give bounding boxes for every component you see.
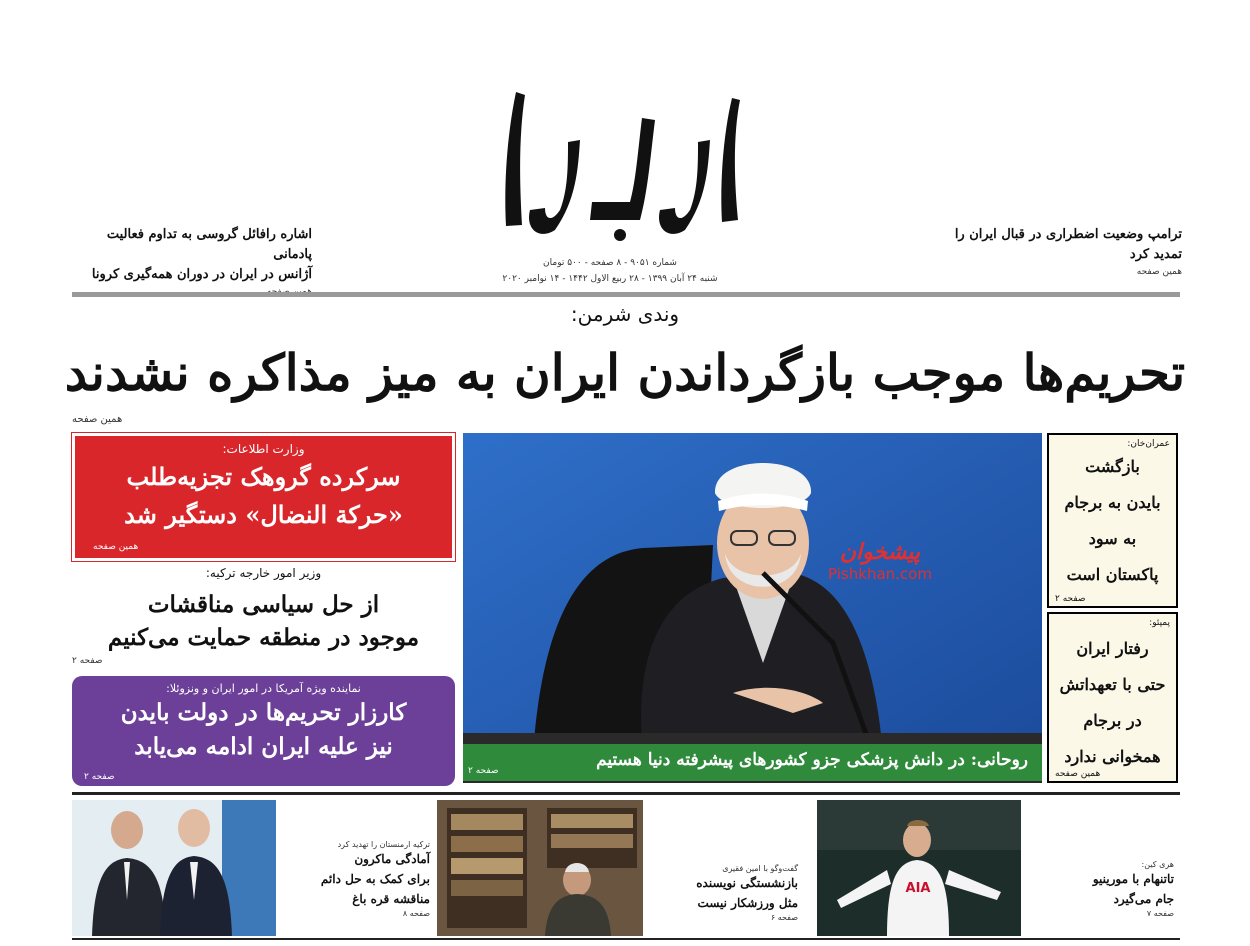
divider [72, 792, 1180, 795]
page-ref: صفحه ۲ [468, 766, 499, 776]
page-ref: همین صفحه [1055, 769, 1101, 779]
teaser-grossi[interactable] [72, 225, 312, 297]
photo-illustration [72, 800, 276, 936]
lead-photo[interactable] [463, 433, 1042, 783]
shirt-sponsor: AIA [905, 881, 931, 896]
teaser-title: تمدید کرد [1129, 247, 1182, 262]
story-title: نیز علیه ایران ادامه می‌یابد [134, 733, 393, 760]
story-kicker: عمران‌خان: [1127, 439, 1170, 449]
story-title: به سود [1088, 529, 1137, 548]
page-ref: صفحه ۸ [402, 909, 430, 918]
side-story-imrankhan[interactable] [1047, 433, 1178, 608]
story-kicker: وزیر امور خارجه ترکیه: [205, 566, 322, 580]
page-ref: صفحه ۶ [770, 913, 798, 922]
masthead-logo [470, 80, 770, 250]
story-kicker: نماینده ویژه آمریکا در امور ایران و ونزوئلا: [166, 682, 361, 695]
page-ref: صفحه ۲ [84, 772, 115, 782]
issue-info: شماره ۹۰۵۱ - ۸ صفحه - ۵۰۰ تومان [543, 258, 677, 268]
teaser-trump[interactable] [952, 225, 1182, 277]
photo-illustration [817, 800, 1021, 936]
thumb-amin-faghiri[interactable] [437, 800, 643, 936]
teaser-title: آژانس در ایران در دوران همه‌گیری کرونا [91, 267, 312, 282]
page-ref: صفحه ۲ [72, 656, 103, 666]
red-story-box[interactable] [72, 433, 455, 561]
divider [72, 292, 1180, 297]
purple-story-box[interactable] [72, 676, 455, 786]
photo-caption[interactable]: روحانی: در دانش پزشکی جزو کشورهای پیشرفته دنیا هستیم [596, 750, 1028, 770]
teaser-title: اشاره رافائل گروسی به تداوم فعالیت پادمانی [106, 227, 312, 262]
story-title: آمادگی ماکرون [354, 852, 430, 866]
story-title: بازگشت [1085, 457, 1140, 476]
story-kicker: ترکیه ارمنستان را تهدید کرد [337, 840, 430, 849]
story-title: بازنشستگی نویسنده [696, 876, 798, 890]
teaser-title: ترامپ وضعیت اضطراری در قبال ایران را [954, 227, 1182, 242]
watermark [820, 540, 940, 583]
photo-illustration [463, 433, 1042, 783]
story-title: همخوانی ندارد [1064, 747, 1161, 766]
story-title: موجود در منطقه حمایت می‌کنیم [107, 624, 420, 651]
bottom-story-faghiri[interactable] [648, 864, 798, 922]
story-title: حتی با تعهداتش [1059, 675, 1166, 694]
story-title: در برجام [1083, 711, 1142, 730]
bottom-story-macron[interactable] [280, 840, 430, 918]
thumb-macron-pashinyan[interactable] [72, 800, 276, 936]
page-ref: صفحه ۷ [1146, 909, 1174, 918]
watermark-fa: پیشخوان [839, 540, 921, 565]
story-title: سرکرده گروهک تجزیه‌طلب [126, 462, 401, 491]
side-story-pompeo[interactable] [1047, 612, 1178, 783]
story-title: بایدن به برجام [1064, 493, 1161, 512]
story-title: جام می‌گیرد [1113, 892, 1174, 906]
story-kicker: وزارت اطلاعات: [222, 442, 305, 456]
story-title: پاکستان است [1066, 565, 1159, 584]
story-title: از حل سیاسی مناقشات [147, 591, 380, 618]
photo-illustration [437, 800, 643, 936]
turkey-story[interactable] [72, 588, 455, 654]
page-ref: صفحه ۲ [1055, 594, 1086, 604]
lead-headline[interactable]: تحریم‌ها موجب بازگرداندن ایران به میز مذاکره نشدند [64, 343, 1186, 402]
story-title: کارزار تحریم‌ها در دولت بایدن [120, 699, 407, 726]
story-kicker: پمپئو: [1149, 618, 1170, 628]
story-title: تاتنهام با مورینیو [1092, 872, 1174, 886]
watermark-en: Pishkhan.com [828, 565, 932, 583]
page-ref: همین صفحه [72, 414, 123, 425]
story-title: برای کمک به حل دائم [320, 872, 430, 886]
story-title: مثل ورزشکار نیست [697, 896, 798, 910]
story-title: رفتار ایران [1076, 639, 1149, 658]
story-kicker: گفت‌وگو با امین فقیری [722, 864, 798, 873]
bottom-story-kane[interactable] [1024, 860, 1174, 918]
thumb-harry-kane[interactable] [817, 800, 1021, 936]
issue-date: شنبه ۲۴ آبان ۱۳۹۹ - ۲۸ ربیع الاول ۱۴۴۲ - ۱۴ نوامبر ۲۰۲۰ [502, 274, 718, 284]
page-ref: همین صفحه [1136, 267, 1182, 277]
lead-kicker: وندی شرمن: [570, 302, 680, 326]
story-title: مناقشه قره باغ [352, 892, 430, 906]
page-ref: همین صفحه [93, 542, 139, 552]
story-title: «حرکة النضال» دستگیر شد [124, 500, 403, 529]
divider [72, 938, 1180, 940]
story-kicker: هری کین: [1141, 860, 1174, 869]
